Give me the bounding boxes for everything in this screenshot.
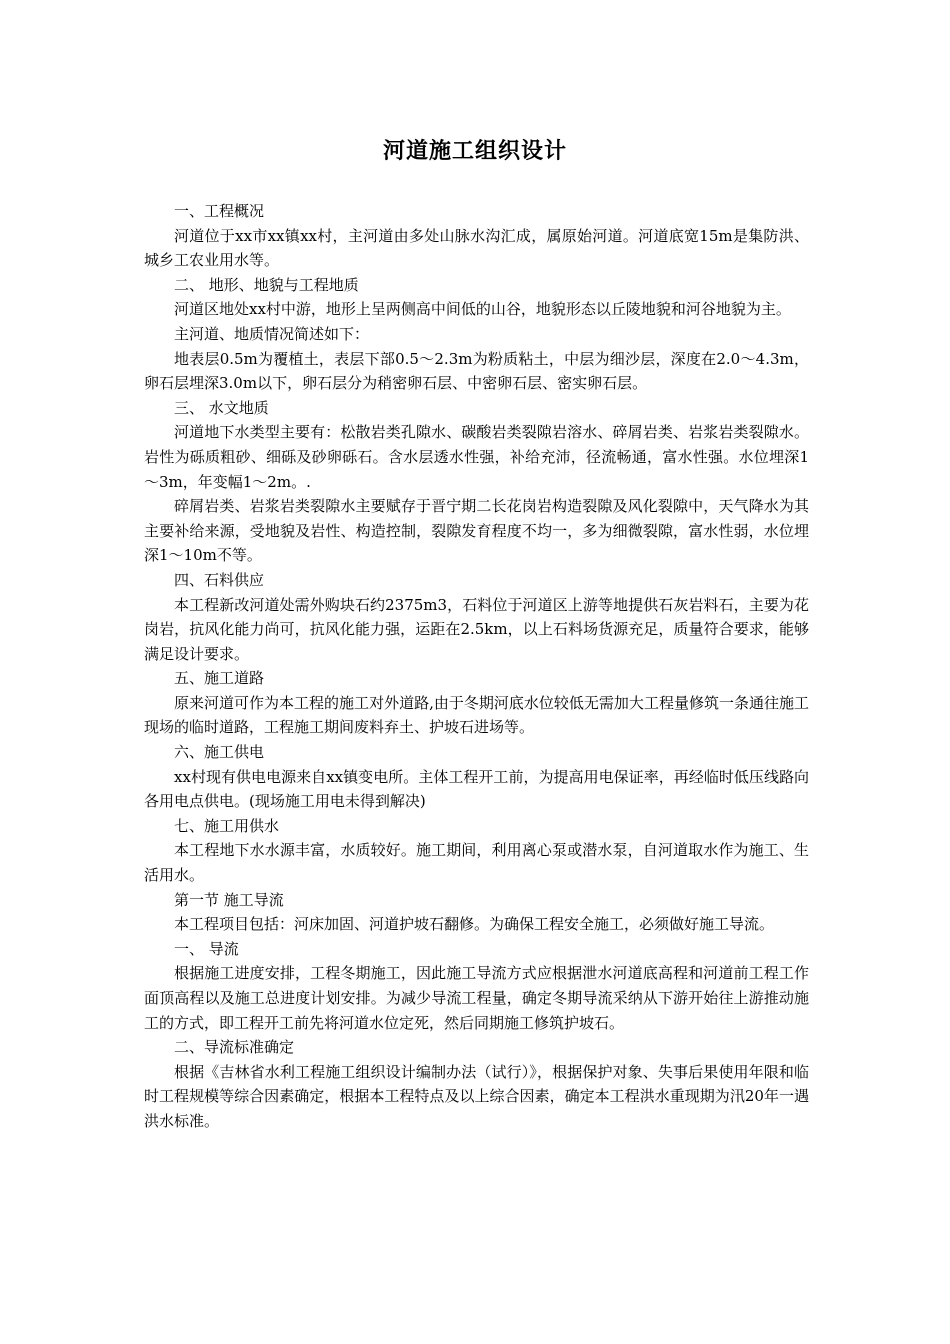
paragraph: 本工程新改河道处需外购块石约2375m3，石料位于河道区上游等地提供石灰岩料石，主要为花岗岩，抗风化能力尚可，抗风化能力强，运距在2.5km，以上石料场货源充足，质量符合要求，能够满足设计要求。 xyxy=(144,595,809,663)
paragraph: 碎屑岩类、岩浆岩类裂隙水主要赋存于晋宁期二长花岗岩构造裂隙及风化裂隙中，天气降水为其主要补给来源，受地貌及岩性、构造控制，裂隙发育程度不均一，多为细微裂隙，富水性弱，水位埋深1～10m不等。 xyxy=(144,497,809,565)
paragraph: 河道区地处xx村中游，地形上呈两侧高中间低的山谷，地貌形态以丘陵地貌和河谷地貌为主。 xyxy=(174,300,791,319)
document-title: 河道施工组织设计 xyxy=(382,138,567,164)
paragraph: 根据施工进度安排，工程冬期施工，因此施工导流方式应根据泄水河道底高程和河道前工程工作面顶高程以及施工总进度计划安排。为减少导流工程量，确定冬期导流采纳从下游开始往上游推动施工的方式，即工程开工前先将河道水位定死，然后同期施工修筑护坡石。 xyxy=(144,964,809,1032)
paragraph: 本工程项目包括：河床加固、河道护坡石翻修。为确保工程安全施工，必须做好施工导流。 xyxy=(174,915,775,934)
paragraph: 本工程地下水水源丰富，水质较好。施工期间，利用离心泵或潜水泵，自河道取水作为施工、生活用水。 xyxy=(144,841,809,885)
paragraph: 河道地下水类型主要有：松散岩类孔隙水、碳酸岩类裂隙岩溶水、碎屑岩类、岩浆岩类裂隙水。岩性为砾质粗砂、细砾及砂卵砾石。含水层透水性强，补给充沛，径流畅通，富水性强。水位埋深1～3m，年变幅1～2m。. xyxy=(144,423,809,491)
paragraph: 根据《吉林省水利工程施工组织设计编制办法（试行）》，根据保护对象、失事后果使用年限和临时工程规模等综合因素确定，根据本工程特点及以上综合因素，确定本工程洪水重现期为汛20年一遇洪水标准。 xyxy=(144,1062,809,1130)
section-heading: 一、工程概况 xyxy=(174,202,265,220)
paragraph: 主河道、地质情况简述如下： xyxy=(174,324,370,343)
section-heading: 七、施工用供水 xyxy=(174,816,280,835)
paragraph: 地表层0.5m为覆植土，表层下部0.5～2.3m为粉质粘土，中层为细沙层，深度在2.0～4.3m，卵石层埋深3.0m以下，卵石层分为稍密卵石层、中密卵石层、密实卵石层。 xyxy=(144,349,809,393)
section-heading: 一、 导流 xyxy=(174,939,239,958)
section-heading: 四、石料供应 xyxy=(174,570,265,589)
section-heading: 二、 地形、地貌与工程地质 xyxy=(174,275,359,294)
section-heading: 五、施工道路 xyxy=(174,669,265,688)
paragraph: 原来河道可作为本工程的施工对外道路,由于冬期河底水位较低无需加大工程量修筑一条通往施工现场的临时道路，工程施工期间废料弃土、护坡石进场等。 xyxy=(144,693,809,737)
section-heading: 六、施工供电 xyxy=(174,743,265,762)
section-heading: 二、导流标准确定 xyxy=(174,1038,295,1057)
section-heading: 第一节 施工导流 xyxy=(174,890,284,909)
paragraph: xx村现有供电电源来自xx镇变电所。主体工程开工前，为提高用电保证率，再经临时低压线路向各用电点供电。(现场施工用电未得到解决) xyxy=(144,767,809,811)
document-body xyxy=(144,199,809,1134)
section-heading: 三、 水文地质 xyxy=(174,398,269,417)
paragraph: 河道位于xx市xx镇xx村，主河道由多处山脉水沟汇成，属原始河道。河道底宽15m是集防洪、城乡工农业用水等。 xyxy=(144,226,809,270)
